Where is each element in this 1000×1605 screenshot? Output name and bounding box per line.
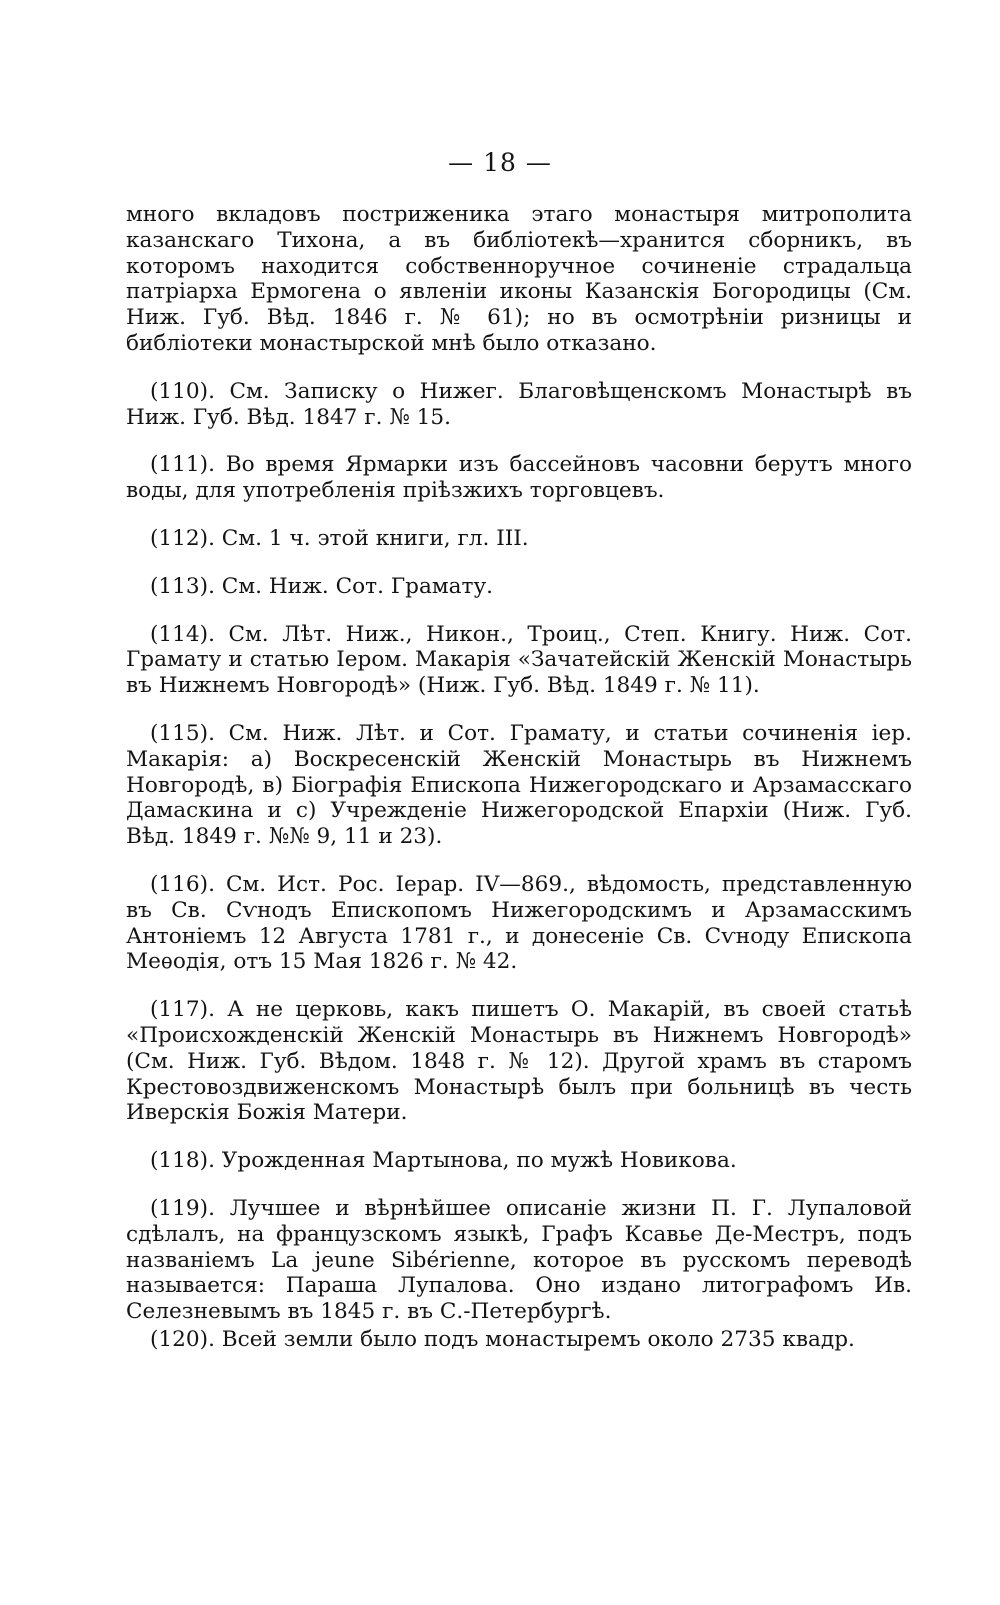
footnote-110: (110). См. Записку о Нижег. Благовѣщенскомъ Монастырѣ въ Ниж. Губ. Вѣд. 1847 г. № 15. xyxy=(126,378,912,430)
continuation-paragraph: много вкладовъ постриженика этаго монастыря митрополита казанскаго Тихона, а въ библіотекѣ—хранится сборникъ, въ которомъ находится собственноручное сочиненіе страдальца патріарха Ермогена о явленіи иконы Казанскія Богородицы (См. Ниж. Губ. Вѣд. 1846 г. № 61); но въ осмотрѣніи ризницы и библіотеки монастырской мнѣ было отказано. xyxy=(126,202,912,356)
footnote-117: (117). А не церковь, какъ пишетъ О. Макарій, въ своей статьѣ «Происхожденскій Женскій Монастырь въ Нижнемъ Новгородѣ» (См. Ниж. Губ. Вѣдом. 1848 г. № 12). Другой храмъ въ старомъ Крестовоздвиженскомъ Монастырѣ былъ при больницѣ въ честь Иверскія Божія Матери. xyxy=(126,997,912,1126)
page-body xyxy=(126,202,912,1353)
footnote-119: (119). Лучшее и вѣрнѣйшее описаніе жизни П. Г. Лупаловой сдѣлалъ, на французскомъ языкѣ, Графъ Ксавье Де-Местръ, подъ названіемъ La jeune Sibérienne, которое въ русскомъ переводѣ называется: Параша Лупалова. Оно издано литографомъ Ив. Селезневымъ въ 1845 г. въ С.-Петербургѣ. xyxy=(126,1195,912,1325)
footnote-116: (116). См. Ист. Рос. Іерар. IV—869., вѣдомость, представленную въ Св. Сѵнодъ Епископомъ Нижегородскимъ и Арзамасскимъ Антоніемъ 12 Августа 1781 г., и донесеніе Св. Сѵноду Епископа Меѳодія, отъ 15 Мая 1826 г. № 42. xyxy=(126,871,912,975)
footnote-112: (112). См. 1 ч. этой книги, гл. III. xyxy=(150,525,529,551)
footnote-118: (118). Урожденная Мартынова, по мужѣ Новикова. xyxy=(150,1148,737,1174)
footnote-120: (120). Всей земли было подъ монастыремъ около 2735 квадр. xyxy=(150,1326,855,1352)
footnote-115: (115). См. Ниж. Лѣт. и Сот. Грамату, и статьи сочиненія іер. Макарія: а) Воскресенскій Женскій Монастырь въ Нижнемъ Новгородѣ, в) Біографія Епископа Нижегородскаго и Арзамасскаго Дамаскина и с) Учрежденіе Нижегородской Епархіи (Ниж. Губ. Вѣд. 1849 г. №№ 9, 11 и 23). xyxy=(126,720,912,850)
footnote-111: (111). Во время Ярмарки изъ бассейновъ часовни берутъ много воды, для употребленія пріѣзжихъ торговцевъ. xyxy=(126,452,912,504)
page-number: — 18 — xyxy=(448,148,552,177)
footnote-114: (114). См. Лѣт. Ниж., Никон., Троиц., Степ. Книгу. Ниж. Сот. Грамату и статью Іером. Макарія «Зачатейскій Женскій Монастырь въ Нижнемъ Новгородѣ» (Ниж. Губ. Вѣд. 1849 г. № 11). xyxy=(126,621,912,699)
footnote-113: (113). См. Ниж. Сот. Грамату. xyxy=(150,573,494,599)
